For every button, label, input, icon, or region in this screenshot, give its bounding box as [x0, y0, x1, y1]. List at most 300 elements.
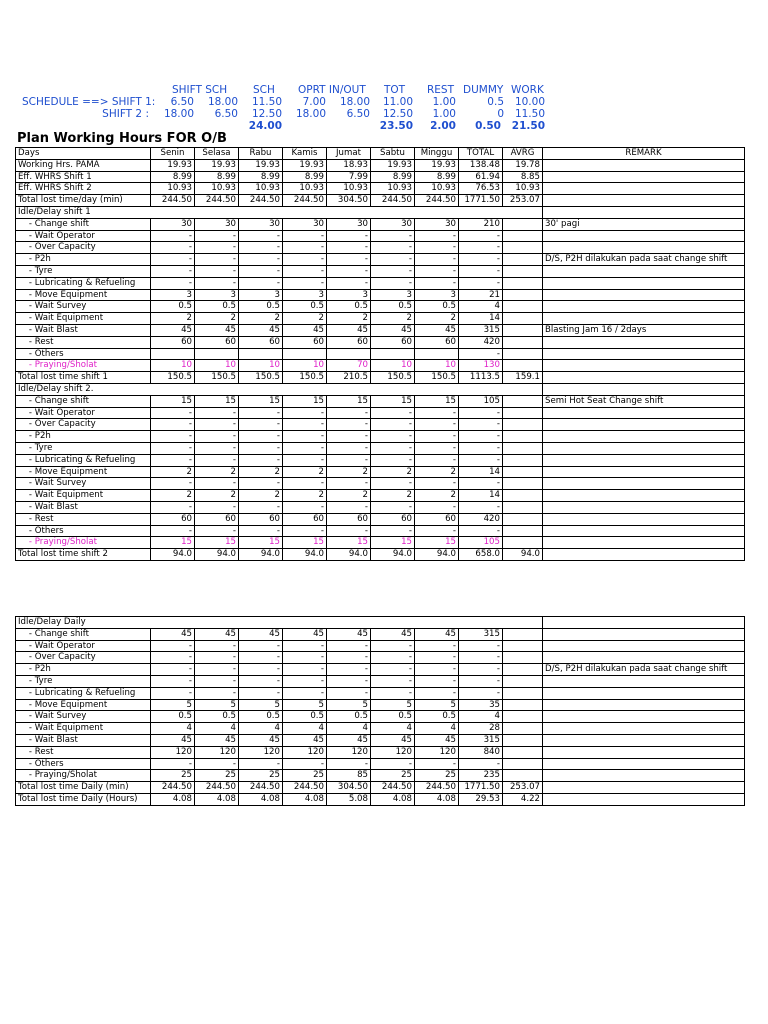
value-cell: 60 — [195, 336, 239, 348]
remark-cell: Blasting Jam 16 / 2days — [543, 324, 745, 336]
remark-cell — [543, 549, 745, 561]
value-cell: - — [283, 230, 327, 242]
row-label: - Tyre — [16, 442, 151, 454]
value-cell — [283, 348, 327, 360]
value-cell: 244.50 — [415, 195, 459, 207]
value-cell: - — [371, 242, 415, 254]
remark-cell — [543, 277, 745, 289]
value-cell — [503, 265, 543, 277]
value-cell: 4 — [371, 723, 415, 735]
value-cell: - — [371, 419, 415, 431]
row-label: Eff. WHRS Shift 2 — [16, 183, 151, 195]
value-cell: 5 — [327, 699, 371, 711]
row-label: Total lost time Daily (Hours) — [16, 793, 151, 805]
column-header: Selasa — [195, 148, 239, 160]
value-cell: 2 — [195, 490, 239, 502]
value-cell: 4 — [459, 301, 503, 313]
value-cell: 4 — [415, 723, 459, 735]
value-cell: 10.93 — [503, 183, 543, 195]
remark-cell — [543, 206, 745, 218]
value-cell: 29.53 — [459, 793, 503, 805]
table-row — [16, 395, 745, 407]
value-cell: 21 — [459, 289, 503, 301]
value-cell: 244.50 — [371, 782, 415, 794]
value-cell: - — [415, 419, 459, 431]
value-cell: 2 — [151, 313, 195, 325]
value-cell: 70 — [327, 360, 371, 372]
column-header: Sabtu — [371, 148, 415, 160]
value-cell: 10 — [151, 360, 195, 372]
value-cell: 19.93 — [195, 159, 239, 171]
schedule-header: REST — [427, 84, 455, 96]
row-label: - Others — [16, 348, 151, 360]
remark-cell — [543, 195, 745, 207]
table-row — [16, 242, 745, 254]
value-cell — [415, 348, 459, 360]
value-cell: 150.5 — [151, 372, 195, 384]
value-cell: 8.85 — [503, 171, 543, 183]
value-cell: 4.08 — [151, 793, 195, 805]
row-label: - Rest — [16, 746, 151, 758]
table-row — [16, 230, 745, 242]
value-cell: 30 — [415, 218, 459, 230]
schedule-total: 0.50 — [475, 120, 501, 132]
value-cell: - — [459, 277, 503, 289]
value-cell: - — [283, 265, 327, 277]
table-row — [16, 628, 745, 640]
value-cell: 4.08 — [371, 793, 415, 805]
value-cell — [503, 652, 543, 664]
value-cell: - — [327, 525, 371, 537]
value-cell — [503, 395, 543, 407]
value-cell: 2 — [283, 466, 327, 478]
table-row — [16, 254, 745, 266]
value-cell: - — [459, 407, 503, 419]
value-cell: 0.5 — [327, 711, 371, 723]
value-cell: - — [239, 431, 283, 443]
table-row — [16, 407, 745, 419]
value-cell: - — [239, 687, 283, 699]
row-label: Total lost time Daily (min) — [16, 782, 151, 794]
table-row — [16, 265, 745, 277]
value-cell: 244.50 — [239, 782, 283, 794]
row-label: - Praying/Sholat — [16, 770, 151, 782]
value-cell: 76.53 — [459, 183, 503, 195]
value-cell: - — [195, 640, 239, 652]
row-label: - Change shift — [16, 628, 151, 640]
daily-delay-table — [15, 616, 745, 806]
value-cell — [503, 723, 543, 735]
value-cell: 7.99 — [327, 171, 371, 183]
row-label: - Move Equipment — [16, 466, 151, 478]
value-cell: - — [151, 277, 195, 289]
remark-cell — [543, 628, 745, 640]
value-cell: - — [151, 419, 195, 431]
value-cell: - — [415, 442, 459, 454]
table-row — [16, 758, 745, 770]
table-row — [16, 419, 745, 431]
value-cell: 19.93 — [239, 159, 283, 171]
value-cell: - — [327, 478, 371, 490]
remark-cell — [543, 171, 745, 183]
row-label: - Change shift — [16, 395, 151, 407]
value-cell: - — [415, 501, 459, 513]
column-header: REMARK — [543, 148, 745, 160]
remark-cell — [543, 265, 745, 277]
row-label: - Move Equipment — [16, 289, 151, 301]
row-label: Total lost time/day (min) — [16, 195, 151, 207]
value-cell — [503, 218, 543, 230]
value-cell: 45 — [371, 734, 415, 746]
row-label: - Wait Equipment — [16, 490, 151, 502]
value-cell: 120 — [371, 746, 415, 758]
value-cell: 150.5 — [371, 372, 415, 384]
value-cell: 1771.50 — [459, 782, 503, 794]
schedule-row-label: SHIFT 2 : — [102, 108, 149, 120]
value-cell: - — [151, 230, 195, 242]
value-cell: 2 — [195, 313, 239, 325]
value-cell: 2 — [371, 466, 415, 478]
value-cell: 4 — [283, 723, 327, 735]
row-label: - Over Capacity — [16, 242, 151, 254]
value-cell: 105 — [459, 395, 503, 407]
value-cell: - — [459, 640, 503, 652]
value-cell — [503, 289, 543, 301]
value-cell: - — [151, 664, 195, 676]
table-row — [16, 454, 745, 466]
table-row — [16, 746, 745, 758]
value-cell: - — [151, 675, 195, 687]
remark-cell — [543, 372, 745, 384]
value-cell: - — [283, 501, 327, 513]
value-cell: 2 — [327, 313, 371, 325]
value-cell: 15 — [327, 537, 371, 549]
value-cell — [503, 746, 543, 758]
value-cell: 8.99 — [195, 171, 239, 183]
value-cell: 45 — [239, 628, 283, 640]
row-label: - Move Equipment — [16, 699, 151, 711]
table-row — [16, 537, 745, 549]
value-cell: 60 — [239, 513, 283, 525]
value-cell: 8.99 — [415, 171, 459, 183]
value-cell: 15 — [415, 537, 459, 549]
value-cell: - — [151, 640, 195, 652]
value-cell: 315 — [459, 734, 503, 746]
schedule-value: 18.00 — [207, 96, 238, 108]
remark-cell: D/S, P2H dilakukan pada saat change shift — [543, 254, 745, 266]
value-cell: 94.0 — [503, 549, 543, 561]
value-cell: 45 — [371, 324, 415, 336]
table-row — [16, 640, 745, 652]
row-label: - P2h — [16, 664, 151, 676]
remark-cell — [543, 617, 745, 629]
value-cell: 315 — [459, 324, 503, 336]
value-cell: 60 — [151, 336, 195, 348]
value-cell — [503, 687, 543, 699]
value-cell: 15 — [151, 537, 195, 549]
value-cell — [503, 277, 543, 289]
value-cell: 5 — [239, 699, 283, 711]
value-cell: - — [151, 478, 195, 490]
value-cell — [503, 466, 543, 478]
value-cell — [503, 711, 543, 723]
value-cell: 3 — [283, 289, 327, 301]
value-cell: - — [459, 664, 503, 676]
row-label: - P2h — [16, 431, 151, 443]
value-cell: - — [459, 525, 503, 537]
schedule-value: 1.00 — [432, 96, 456, 108]
value-cell: 60 — [151, 513, 195, 525]
value-cell: - — [459, 454, 503, 466]
table-row — [16, 525, 745, 537]
value-cell: 30 — [327, 218, 371, 230]
value-cell: 45 — [283, 628, 327, 640]
value-cell — [503, 254, 543, 266]
value-cell: - — [195, 242, 239, 254]
value-cell: - — [283, 664, 327, 676]
value-cell: 25 — [371, 770, 415, 782]
value-cell: 138.48 — [459, 159, 503, 171]
remark-cell — [543, 289, 745, 301]
value-cell: - — [239, 407, 283, 419]
row-label: - Praying/Sholat — [16, 537, 151, 549]
row-label: - Wait Operator — [16, 230, 151, 242]
schedule-value: 12.50 — [251, 108, 282, 120]
value-cell: - — [371, 675, 415, 687]
value-cell: 15 — [239, 537, 283, 549]
value-cell: - — [283, 758, 327, 770]
value-cell: 0.5 — [283, 711, 327, 723]
value-cell — [503, 324, 543, 336]
remark-cell — [543, 723, 745, 735]
value-cell — [503, 431, 543, 443]
value-cell: 2 — [327, 490, 371, 502]
value-cell: 10.93 — [327, 183, 371, 195]
column-header: Senin — [151, 148, 195, 160]
schedule-value: 12.50 — [382, 108, 413, 120]
value-cell: - — [239, 230, 283, 242]
row-label: - Over Capacity — [16, 652, 151, 664]
table-row — [16, 348, 745, 360]
remark-cell — [543, 336, 745, 348]
value-cell: - — [195, 525, 239, 537]
table-row — [16, 699, 745, 711]
row-label: - Wait Equipment — [16, 723, 151, 735]
value-cell: 235 — [459, 770, 503, 782]
value-cell: - — [371, 664, 415, 676]
value-cell: 2 — [151, 466, 195, 478]
remark-cell — [543, 442, 745, 454]
value-cell: 244.50 — [151, 782, 195, 794]
page-title: Plan Working Hours FOR O/B — [17, 131, 227, 146]
remark-cell — [543, 313, 745, 325]
value-cell — [503, 537, 543, 549]
value-cell: 0.5 — [415, 301, 459, 313]
value-cell: 3 — [151, 289, 195, 301]
value-cell: - — [327, 419, 371, 431]
schedule-value: 18.00 — [163, 108, 194, 120]
row-label: - Wait Operator — [16, 640, 151, 652]
row-label: - Wait Survey — [16, 301, 151, 313]
value-cell: 94.0 — [239, 549, 283, 561]
row-label: - Praying/Sholat — [16, 360, 151, 372]
schedule-row-label: SCHEDULE ==> SHIFT 1: — [22, 96, 156, 108]
value-cell — [503, 525, 543, 537]
schedule-value: 0 — [497, 108, 504, 120]
value-cell: 840 — [459, 746, 503, 758]
value-cell: 10.93 — [283, 183, 327, 195]
value-cell: 10 — [195, 360, 239, 372]
table-row — [16, 652, 745, 664]
value-cell: 15 — [195, 395, 239, 407]
value-cell: - — [151, 652, 195, 664]
value-cell: - — [459, 419, 503, 431]
schedule-header: SHIFT SCH — [172, 84, 228, 96]
value-cell: - — [195, 230, 239, 242]
table-row — [16, 442, 745, 454]
table-header-row — [16, 148, 745, 160]
value-cell: 3 — [415, 289, 459, 301]
value-cell: - — [239, 265, 283, 277]
section-header-row — [16, 617, 745, 629]
value-cell: 45 — [151, 324, 195, 336]
value-cell: - — [327, 652, 371, 664]
table-row — [16, 301, 745, 313]
remark-cell: 30' pagi — [543, 218, 745, 230]
value-cell: - — [195, 652, 239, 664]
value-cell: - — [283, 242, 327, 254]
value-cell: 15 — [195, 537, 239, 549]
value-cell: 45 — [415, 734, 459, 746]
schedule-value: 11.00 — [382, 96, 413, 108]
value-cell: 150.5 — [415, 372, 459, 384]
value-cell: - — [371, 442, 415, 454]
value-cell: 10.93 — [415, 183, 459, 195]
remark-cell — [543, 383, 745, 395]
schedule-value: 1.00 — [432, 108, 456, 120]
value-cell: - — [459, 687, 503, 699]
schedule-value: 11.50 — [251, 96, 282, 108]
remark-cell — [543, 640, 745, 652]
remark-cell — [543, 490, 745, 502]
value-cell: 60 — [283, 513, 327, 525]
value-cell: - — [415, 454, 459, 466]
value-cell: - — [195, 758, 239, 770]
value-cell: 8.99 — [283, 171, 327, 183]
value-cell — [503, 336, 543, 348]
remark-cell — [543, 687, 745, 699]
value-cell: 5.08 — [327, 793, 371, 805]
schedule-value: 6.50 — [346, 108, 370, 120]
value-cell: 15 — [239, 395, 283, 407]
row-label: - Rest — [16, 513, 151, 525]
schedule-block — [0, 0, 768, 140]
value-cell: - — [415, 640, 459, 652]
value-cell: 60 — [283, 336, 327, 348]
table-row — [16, 183, 745, 195]
value-cell: 94.0 — [195, 549, 239, 561]
table-row — [16, 277, 745, 289]
row-label: - Lubricating & Refueling — [16, 277, 151, 289]
value-cell: 0.5 — [195, 301, 239, 313]
value-cell: 14 — [459, 490, 503, 502]
table-row — [16, 171, 745, 183]
row-label: - Lubricating & Refueling — [16, 687, 151, 699]
value-cell: - — [195, 664, 239, 676]
value-cell — [503, 301, 543, 313]
value-cell: - — [151, 758, 195, 770]
value-cell: 105 — [459, 537, 503, 549]
value-cell: 45 — [415, 628, 459, 640]
value-cell: 35 — [459, 699, 503, 711]
value-cell: 0.5 — [371, 711, 415, 723]
value-cell: 19.78 — [503, 159, 543, 171]
value-cell: - — [283, 254, 327, 266]
value-cell: - — [371, 758, 415, 770]
value-cell: 210 — [459, 218, 503, 230]
value-cell: 2 — [283, 313, 327, 325]
value-cell: 4 — [327, 723, 371, 735]
value-cell: - — [327, 277, 371, 289]
row-label: - Wait Blast — [16, 734, 151, 746]
value-cell — [503, 407, 543, 419]
schedule-header: SCH — [253, 84, 275, 96]
value-cell: 4 — [151, 723, 195, 735]
value-cell: - — [371, 230, 415, 242]
value-cell: 244.50 — [415, 782, 459, 794]
value-cell: 10 — [371, 360, 415, 372]
value-cell: 304.50 — [327, 782, 371, 794]
value-cell: 30 — [371, 218, 415, 230]
value-cell: 60 — [371, 336, 415, 348]
value-cell: 420 — [459, 513, 503, 525]
value-cell: 60 — [327, 513, 371, 525]
remark-cell — [543, 301, 745, 313]
value-cell — [503, 230, 543, 242]
schedule-total: 21.50 — [511, 120, 545, 132]
value-cell: - — [327, 758, 371, 770]
remark-cell — [543, 431, 745, 443]
value-cell: - — [239, 419, 283, 431]
value-cell: - — [239, 675, 283, 687]
table-row — [16, 664, 745, 676]
value-cell: 10.93 — [151, 183, 195, 195]
value-cell: - — [327, 242, 371, 254]
value-cell: - — [459, 758, 503, 770]
value-cell — [503, 478, 543, 490]
value-cell — [503, 348, 543, 360]
value-cell: - — [371, 407, 415, 419]
value-cell: 304.50 — [327, 195, 371, 207]
value-cell: 0.5 — [195, 711, 239, 723]
value-cell: 4 — [239, 723, 283, 735]
value-cell: - — [459, 442, 503, 454]
value-cell: - — [283, 640, 327, 652]
value-cell: 10.93 — [371, 183, 415, 195]
value-cell — [503, 501, 543, 513]
value-cell: - — [459, 478, 503, 490]
value-cell — [327, 348, 371, 360]
value-cell: - — [239, 442, 283, 454]
value-cell: 2 — [239, 466, 283, 478]
value-cell — [503, 628, 543, 640]
value-cell: 2 — [371, 313, 415, 325]
value-cell — [503, 675, 543, 687]
value-cell: 150.5 — [283, 372, 327, 384]
schedule-value: 18.00 — [339, 96, 370, 108]
remark-cell — [543, 513, 745, 525]
value-cell: 244.50 — [151, 195, 195, 207]
